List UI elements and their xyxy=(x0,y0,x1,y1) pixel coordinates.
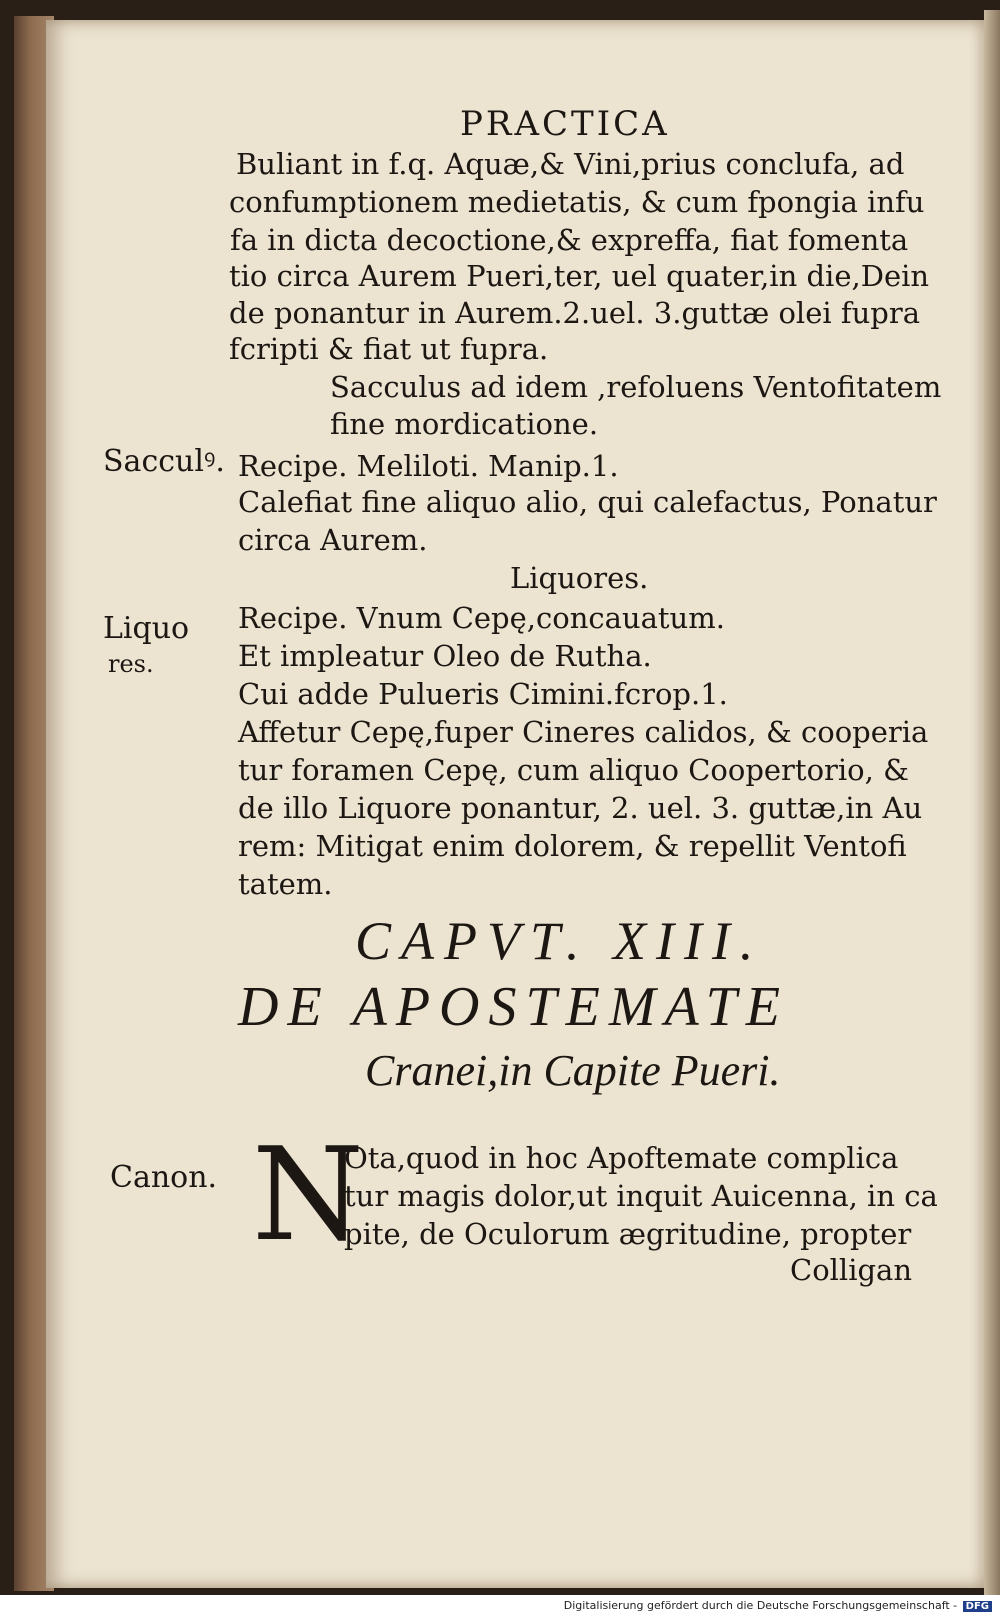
body-line: tur magis dolor,ut inquit Auicenna, in ca xyxy=(344,1179,938,1213)
body-line: Affetur Cepę,fuper Cineres calidos, & cooperia xyxy=(238,715,929,749)
body-line: tur foramen Cepę, cum aliquo Coopertorio, & xyxy=(238,753,909,787)
body-line: Buliant in f.q. Aquæ,& Vini,prius conclufa, ad xyxy=(236,147,905,181)
page-fore-edge xyxy=(984,10,1000,1595)
chapter-number: CAPVT. XIII. xyxy=(355,911,764,971)
footer-text: Digitalisierung gefördert durch die Deutsche Forschungsgemeinschaft - xyxy=(563,1599,958,1612)
margin-note: Canon. xyxy=(110,1160,218,1195)
body-line: Recipe. Meliloti. Manip.1. xyxy=(238,449,619,483)
body-line: confumptionem medietatis, & cum fpongia infu xyxy=(229,185,925,219)
body-line: tio circa Aurem Pueri,ter, uel quater,in die,Dein xyxy=(229,259,930,293)
body-line: Cui adde Pulueris Cimini.fcrop.1. xyxy=(238,677,728,711)
body-line: pite, de Oculorum ægritudine, propter xyxy=(344,1217,912,1251)
body-line: Recipe. Vnum Cepę,concauatum. xyxy=(238,601,725,635)
body-line: circa Aurem. xyxy=(238,523,428,557)
body-line: Sacculus ad idem ,refoluens Ventofitatem xyxy=(330,370,942,404)
body-line: rem: Mitigat enim dolorem, & repellit Ventofi xyxy=(238,829,907,863)
catchword: Colligan xyxy=(790,1253,913,1287)
chapter-title: DE APOSTEMATE xyxy=(238,976,789,1038)
margin-note: Liquo xyxy=(103,611,190,646)
drop-cap: N xyxy=(252,1121,364,1270)
body-line: Et impleatur Oleo de Rutha. xyxy=(238,639,652,673)
body-line: fine mordicatione. xyxy=(330,407,599,441)
body-line: fa in dicta decoctione,& expreffa, fiat fomenta xyxy=(230,223,909,257)
body-line: Calefiat fine aliquo alio, qui calefactus, Ponatur xyxy=(238,485,937,519)
body-line: de illo Liquore ponantur, 2. uel. 3. guttæ,in Au xyxy=(238,791,923,825)
chapter-subtitle: Cranei,in Capite Pueri. xyxy=(365,1046,781,1095)
margin-note: res. xyxy=(108,650,154,678)
body-line: de ponantur in Aurem.2.uel. 3.guttæ olei fupra xyxy=(229,296,920,330)
body-line: tatem. xyxy=(238,867,333,901)
margin-note: Sacculꝰ. xyxy=(103,444,225,479)
section-heading: Liquores. xyxy=(510,561,649,595)
running-head: PRACTICA xyxy=(460,104,670,144)
body-line: Ota,quod in hoc Apoftemate complica xyxy=(344,1141,899,1175)
dfg-logo: DFG xyxy=(963,1601,992,1612)
digitization-footer xyxy=(564,1599,992,1612)
body-line: fcripti & fiat ut fupra. xyxy=(229,332,549,366)
